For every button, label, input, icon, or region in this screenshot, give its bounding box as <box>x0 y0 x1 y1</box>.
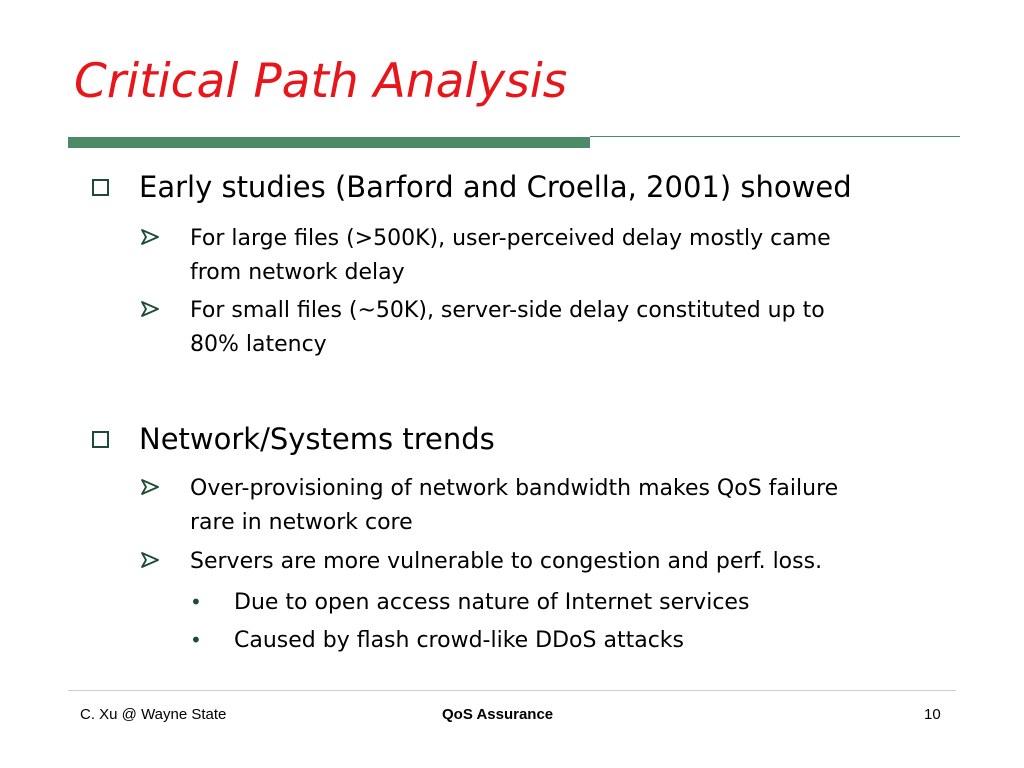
hollow-square-bullet-icon <box>92 431 109 448</box>
slide-number: 10 <box>924 706 941 723</box>
bullet-text: Caused by flash crowd-like DDoS attacks <box>234 628 684 653</box>
title-underline-thick <box>68 137 590 148</box>
footer-divider <box>68 690 956 691</box>
footer-topic: QoS Assurance <box>442 706 554 723</box>
bullet-text: Due to open access nature of Internet services <box>234 590 750 615</box>
bullet-line: For large files (>500K), user-perceived delay mostly came <box>190 226 831 251</box>
bullet-text: Early studies (Barford and Croella, 2001) showed <box>139 170 852 204</box>
bullet-text <box>190 222 831 290</box>
footer-author: C. Xu @ Wayne State <box>80 706 227 723</box>
dot-bullet-icon: • <box>190 590 202 614</box>
bullet-text <box>190 294 825 362</box>
bullet-text: Servers are more vulnerable to congestion and perf. loss. <box>190 549 823 574</box>
arrowhead-bullet-icon <box>140 229 160 245</box>
arrowhead-bullet-icon <box>140 552 160 568</box>
bullet-text: Network/Systems trends <box>139 422 495 456</box>
bullet-line: 80% latency <box>190 332 327 358</box>
bullet-text <box>190 472 838 540</box>
arrowhead-bullet-icon <box>140 301 160 317</box>
bullet-line: from network delay <box>190 260 405 286</box>
bullet-line: rare in network core <box>190 510 413 536</box>
arrowhead-bullet-icon <box>140 479 160 495</box>
hollow-square-bullet-icon <box>92 179 109 196</box>
dot-bullet-icon: • <box>190 628 202 652</box>
bullet-line: Over-provisioning of network bandwidth makes QoS failure <box>190 476 839 501</box>
bullet-line: For small files (~50K), server-side delay constituted up to <box>190 298 825 323</box>
title-underline-thin <box>590 136 960 137</box>
slide-title: Critical Path Analysis <box>74 54 568 109</box>
